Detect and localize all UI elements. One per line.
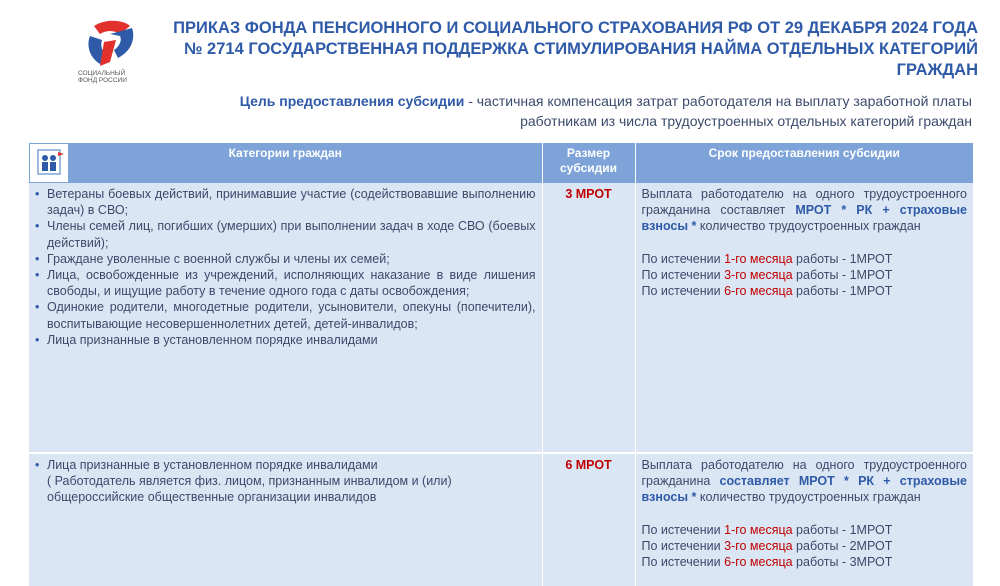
subsidy-table: [29, 143, 973, 586]
period-line: [642, 554, 968, 570]
period-prefix: По истечении: [641, 538, 725, 553]
list-item: • Граждане уволенные с военной службы и члены их семей;: [35, 251, 536, 267]
period-suffix: работы - 1МРОТ: [792, 251, 893, 266]
page-title: ПРИКАЗ ФОНДА ПЕНСИОННОГО И СОЦИАЛЬНОГО СТРАХОВАНИЯ РФ ОТ 29 ДЕКАБРЯ 2024 ГОДА № 2714 ГОСУДАРСТВЕННАЯ ПОДДЕРЖКА СТИМУЛИРОВАНИЯ НАЙМА ОТДЕЛЬНЫХ КАТЕГОРИЙ ГРАЖДАН: [173, 19, 978, 79]
category-note: ( Работодатель является физ. лицом, признанным инвалидом и (или) общероссийские общественные организации инвалидов: [47, 474, 452, 505]
period-prefix: По истечении: [641, 267, 725, 282]
list-item: [35, 457, 536, 506]
header-term: Срок предоставления субсидии: [635, 143, 973, 183]
period-month: 3-го месяца: [724, 538, 793, 553]
categories-list: [35, 457, 536, 506]
goal-text: - частичная компенсация затрат работодателя на выплату заработной платы работникам из числа трудоустроенных отдельных категорий граждан: [464, 93, 972, 129]
period-month: 6-го месяца: [724, 284, 793, 299]
list-item: • Члены семей лиц, погибших (умерших) при выполнении задач в ходе СВО (боевых действий);: [35, 218, 536, 250]
header-categories: [29, 143, 542, 183]
term-description: [642, 457, 968, 506]
header-categories-label: Категории граждан: [228, 146, 342, 160]
period-prefix: По истечении: [641, 555, 725, 570]
period-suffix: работы - 1МРОТ: [792, 267, 893, 282]
categories-cell: [29, 453, 542, 586]
period-suffix: работы - 2МРОТ: [792, 538, 893, 553]
categories-list: [35, 186, 536, 348]
term-intro: Выплата работодателю на одного трудоустроенного гражданина: [641, 458, 967, 489]
period-month: 3-го месяца: [724, 267, 793, 282]
period-suffix: работы - 3МРОТ: [792, 555, 893, 570]
term-description: [642, 186, 968, 235]
subsidy-size: 3 МРОТ: [542, 183, 635, 453]
term-cell: [635, 183, 973, 453]
categories-cell: [29, 183, 542, 453]
table-row: [29, 453, 973, 586]
list-item: • Лица признанные в установленном порядке инвалидами: [35, 332, 536, 348]
list-item: • Ветераны боевых действий, принимавшие участие (содействовавшие выполнению задач) в СВО;: [35, 186, 536, 218]
period-month: 1-го месяца: [724, 251, 793, 266]
goal-label: Цель предоставления субсидии: [239, 93, 465, 109]
sfr-logo-mark: [80, 18, 144, 70]
logo-caption-line1: СОЦИАЛЬНЫЙ: [78, 70, 126, 77]
table-row: [29, 183, 973, 453]
period-line: [642, 522, 968, 538]
subsidy-goal: [220, 91, 972, 131]
logo-caption-line2: ФОНД РОССИИ: [78, 77, 127, 84]
table-header-row: [29, 143, 973, 183]
term-cell: [635, 453, 973, 586]
period-line: [642, 538, 968, 554]
people-icon: [29, 143, 69, 183]
header-size: Размер субсидии: [542, 143, 635, 183]
list-item: • Одинокие родители, многодетные родители, усыновители, опекуны (попечители), воспитывающие несовершеннолетних детей, детей-инвалидов;: [35, 299, 536, 331]
period-prefix: По истечении: [641, 284, 725, 299]
period-month: 6-го месяца: [724, 555, 793, 570]
term-tail: количество трудоустроенных граждан: [696, 219, 921, 234]
period-month: 1-го месяца: [724, 522, 793, 537]
period-prefix: По истечении: [641, 522, 725, 537]
term-intro: Выплата работодателю на одного трудоустроенного гражданина составляет: [641, 187, 967, 218]
period-line: [642, 267, 968, 283]
list-item: • Лица, освобожденные из учреждений, исполняющих наказание в виде лишения свободы, и ищущие работу в течение одного года с даты освобождения;: [35, 267, 536, 299]
term-formula: МРОТ * РК + страховые взносы *: [641, 203, 967, 234]
period-suffix: работы - 1МРОТ: [792, 522, 893, 537]
period-line: [642, 283, 968, 299]
term-formula: составляет МРОТ * РК + страховые взносы *: [641, 474, 967, 505]
period-suffix: работы - 1МРОТ: [792, 284, 893, 299]
category-text: Лица признанные в установленном порядке инвалидами: [47, 458, 378, 472]
period-prefix: По истечении: [641, 251, 725, 266]
subsidy-size: 6 МРОТ: [542, 453, 635, 586]
term-tail: количество трудоустроенных граждан: [696, 490, 921, 505]
logo-caption: [78, 70, 148, 84]
period-line: [642, 251, 968, 267]
